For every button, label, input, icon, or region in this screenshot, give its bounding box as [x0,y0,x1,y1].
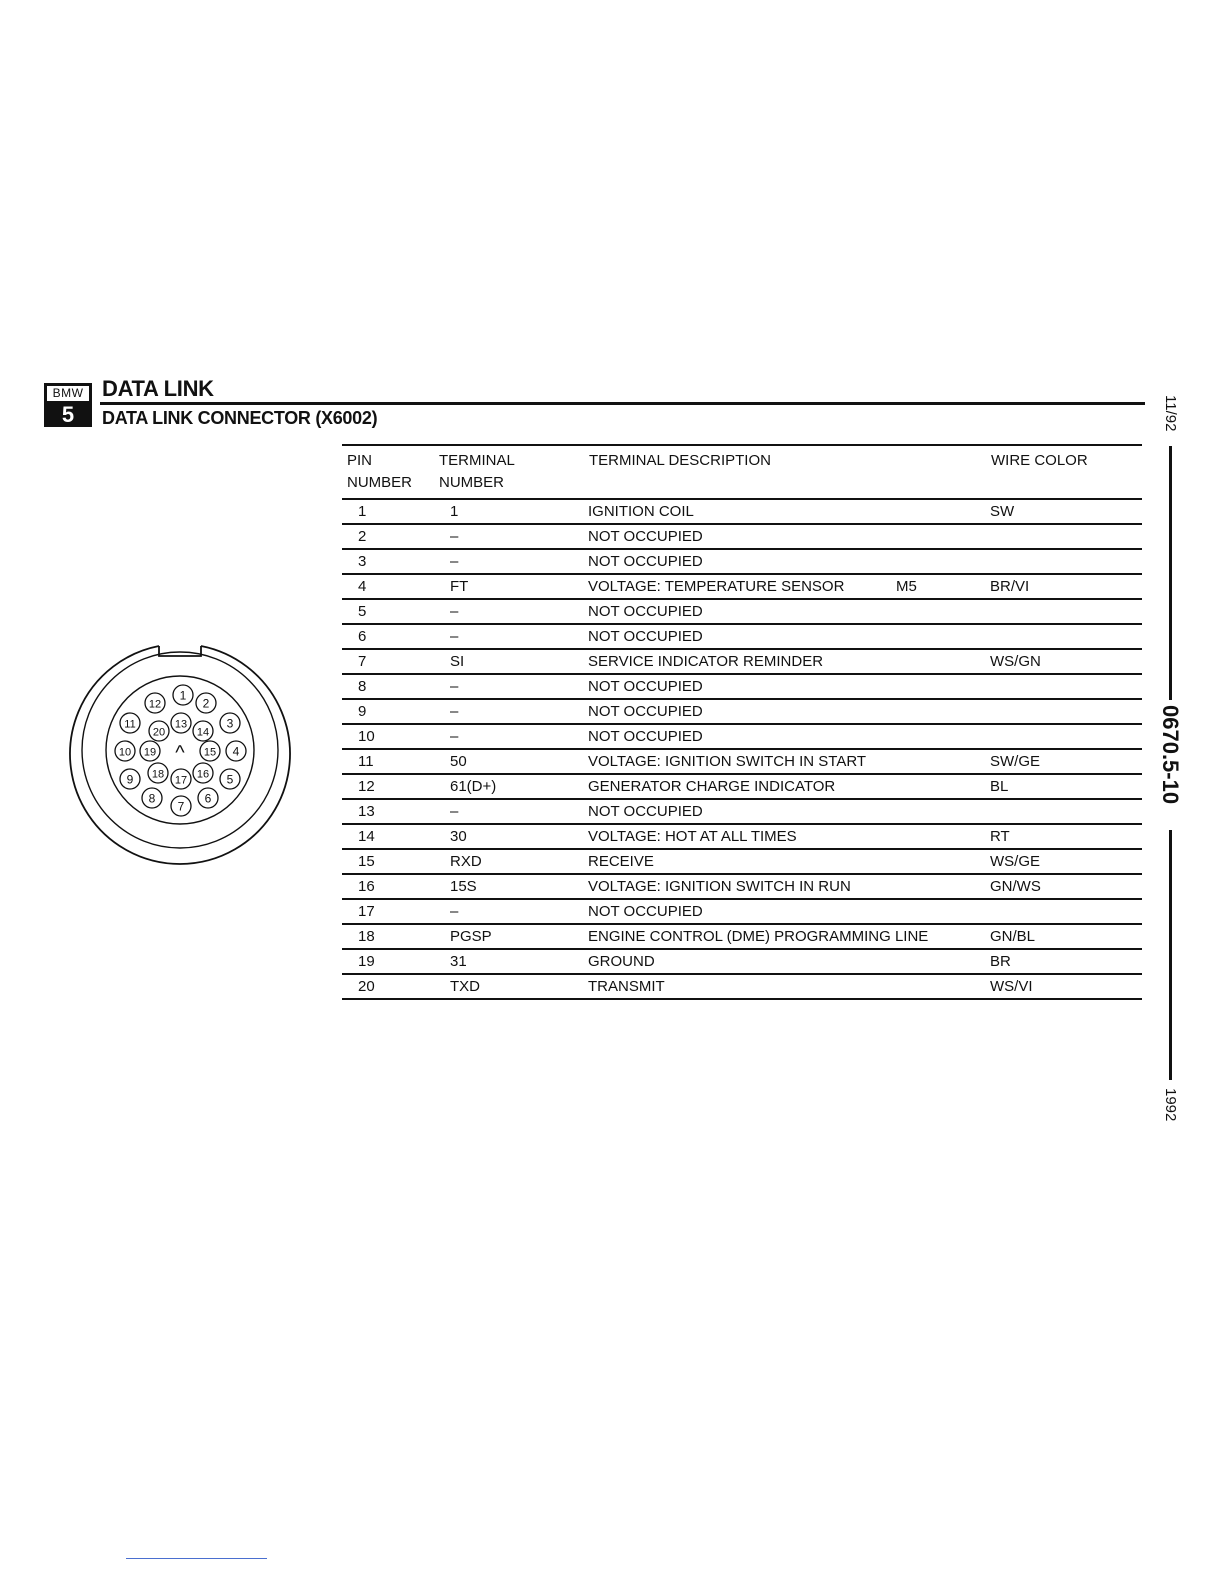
connector-pin-5 [220,769,240,789]
connector-pin-11 [120,713,140,733]
wire-color-cell [986,624,1142,649]
terminal-number-cell: – [450,628,459,645]
pin-number-cell: 17 [358,903,375,920]
connector-pin-3 [220,713,240,733]
connector-pin-16 [193,763,213,783]
wire-color-cell: GN/WS [990,878,1041,895]
pin-number-cell: 20 [358,978,375,995]
wire-color-cell: SW [990,503,1015,520]
connector-pin-7 [171,796,191,816]
connector-pin-9 [120,769,140,789]
model-note-cell: M5 [896,578,917,595]
connector-pin-label: 6 [204,791,212,806]
table-row [342,824,1142,849]
terminal-number-cell: 50 [450,753,467,770]
terminal-number-cell: 15S [450,878,477,895]
table-row [342,874,1142,899]
connector-pin-label: 14 [196,726,210,739]
header-wire-color: WIRE COLOR [991,452,1088,469]
terminal-description-cell: VOLTAGE: TEMPERATURE SENSOR [588,578,845,595]
pin-number-cell: 18 [358,928,375,945]
terminal-number-cell: 61(D+) [450,778,497,795]
terminal-number-cell: TXD [450,978,480,995]
header-pin-line1: PIN [347,452,373,469]
table-row [342,499,1142,524]
terminal-number-cell: – [450,553,459,570]
pin-number-cell: 10 [358,728,375,745]
terminal-description-cell: ENGINE CONTROL (DME) PROGRAMMING LINE [588,928,929,945]
wire-color-cell [986,899,1142,924]
table-row [342,699,1142,724]
side-divider-upper [1169,446,1172,700]
table-row [342,774,1142,799]
table-row [342,799,1142,824]
page-subtitle: DATA LINK CONNECTOR (X6002) [102,408,378,428]
terminal-description-cell: SERVICE INDICATOR REMINDER [588,653,824,670]
side-document-code: 0670.5-10 [1158,705,1183,805]
header-pin-line2: NUMBER [347,474,413,491]
terminal-description-cell: NOT OCCUPIED [588,603,703,620]
connector-pin-2 [196,693,216,713]
pin-number-cell: 8 [358,678,367,695]
header-pin-number [342,445,434,499]
wire-color-cell [986,524,1142,549]
table-row [342,674,1142,699]
header-terminal-number [434,445,584,499]
connector-pin-10 [115,741,135,761]
connector-pin-label: 19 [143,746,157,759]
model-note-cell [896,874,986,899]
model-note-cell [896,699,986,724]
model-note-cell [896,974,986,999]
connector-pin-label: 1 [179,688,187,703]
wire-color-cell [986,699,1142,724]
model-note-cell [896,649,986,674]
model-note-cell [896,799,986,824]
table-row [342,899,1142,924]
terminal-description-cell: VOLTAGE: IGNITION SWITCH IN START [588,753,867,770]
section-title: DATA LINK [102,376,214,401]
connector-pin-6 [198,788,218,808]
model-note-cell [896,849,986,874]
wire-color-cell: WS/VI [990,978,1033,995]
terminal-description-cell: GENERATOR CHARGE INDICATOR [588,778,836,795]
terminal-description-cell: RECEIVE [588,853,654,870]
terminal-number-cell: RXD [450,853,482,870]
wire-color-cell [986,599,1142,624]
wire-color-cell: BL [990,778,1009,795]
table-row [342,524,1142,549]
connector-pin-17 [171,769,191,789]
terminal-number-cell: – [450,803,459,820]
connector-pin-label: 8 [148,791,156,806]
wire-color-cell [986,674,1142,699]
model-note-cell [896,899,986,924]
connector-pin-label: 15 [203,746,217,759]
table-row [342,849,1142,874]
terminal-description-cell: NOT OCCUPIED [588,703,703,720]
side-date: 11/92 [1162,395,1179,432]
connector-pin-label: 17 [174,774,188,787]
terminal-description-cell: IGNITION COIL [588,503,694,520]
bmw-5-logo [44,383,92,427]
table-row [342,974,1142,999]
table-row [342,574,1142,599]
model-note-cell [896,499,986,524]
terminal-description-cell: NOT OCCUPIED [588,553,703,570]
connector-pin-label: 20 [152,726,166,739]
pin-number-cell: 3 [358,553,367,570]
terminal-number-cell: – [450,728,459,745]
wire-color-cell [986,799,1142,824]
side-divider-lower [1169,830,1172,1080]
pin-number-cell: 5 [358,603,367,620]
terminal-number-cell: – [450,528,459,545]
pin-number-cell: 15 [358,853,375,870]
model-note-cell [896,599,986,624]
logo-brand: BMW [47,386,89,403]
connector-pin-label: 13 [174,718,188,731]
pin-number-cell: 7 [358,653,367,670]
connector-pin-label: 5 [226,772,234,787]
logo-series: 5 [47,403,89,427]
terminal-description-cell: NOT OCCUPIED [588,903,703,920]
model-note-cell [896,774,986,799]
pin-number-cell: 6 [358,628,367,645]
wire-color-cell: BR/VI [990,578,1030,595]
connector-pin-15 [200,741,220,761]
header-terminal-line1: TERMINAL [439,452,515,469]
terminal-number-cell: – [450,703,459,720]
pin-number-cell: 13 [358,803,375,820]
terminal-number-cell: – [450,603,459,620]
connector-pin-13 [171,713,191,733]
terminal-number-cell: – [450,903,459,920]
connector-pin-8 [142,788,162,808]
pin-number-cell: 11 [358,753,374,770]
pin-number-cell: 12 [358,778,375,795]
table-row [342,749,1142,774]
connector-diagram [60,630,300,870]
model-note-cell [896,524,986,549]
pin-number-cell: 14 [358,828,375,845]
terminal-number-cell: – [450,678,459,695]
terminal-description-cell: VOLTAGE: IGNITION SWITCH IN RUN [588,878,851,895]
table-row [342,924,1142,949]
table-row [342,949,1142,974]
connector-pin-14 [193,721,213,741]
terminal-description-cell: VOLTAGE: HOT AT ALL TIMES [588,828,797,845]
connector-pin-18 [148,763,168,783]
terminal-description-cell: NOT OCCUPIED [588,803,703,820]
header-divider [100,402,1145,405]
connector-pin-4 [226,741,246,761]
connector-pin-label: 4 [232,744,240,759]
wire-color-cell: RT [990,828,1010,845]
terminal-number-cell: PGSP [450,928,492,945]
connector-pin-label: 16 [196,768,210,781]
connector-pin-label: 2 [202,696,210,711]
model-note-cell [896,824,986,849]
connector-pin-12 [145,693,165,713]
terminal-number-cell: 31 [450,953,467,970]
wire-color-cell: BR [990,953,1011,970]
wire-color-cell [986,724,1142,749]
wire-color-cell: GN/BL [990,928,1036,945]
terminal-number-cell: FT [450,578,469,595]
terminal-description-cell: NOT OCCUPIED [588,528,703,545]
terminal-number-cell: SI [450,653,465,670]
header-terminal-description: TERMINAL DESCRIPTION [589,452,771,469]
header-terminal-line2: NUMBER [439,474,505,491]
side-year: 1992 [1162,1088,1179,1122]
connector-pin-label: 9 [126,772,134,787]
model-note-cell [896,674,986,699]
connector-pin-19 [140,741,160,761]
pin-number-cell: 19 [358,953,375,970]
connector-pin-20 [149,721,169,741]
connector-pin-label: 18 [151,768,165,781]
wire-color-cell [986,549,1142,574]
pin-table-container [342,444,1142,1000]
pin-number-cell: 1 [358,503,367,520]
terminal-description-cell: GROUND [588,953,655,970]
pin-number-cell: 4 [358,578,367,595]
wire-color-cell: WS/GE [990,853,1041,870]
table-row [342,624,1142,649]
model-note-cell [896,624,986,649]
connector-pin-1 [173,685,193,705]
connector-key-symbol: ^ [175,742,185,764]
model-note-cell [896,549,986,574]
model-note-cell [896,949,986,974]
table-header-row [342,445,1142,499]
terminal-description-cell: NOT OCCUPIED [588,728,703,745]
connector-pin-label: 12 [148,698,162,711]
footer-rule [126,1558,267,1559]
wire-color-cell: SW/GE [990,753,1041,770]
terminal-description-cell: NOT OCCUPIED [588,628,703,645]
header-note [896,445,986,499]
terminal-number-cell: 30 [450,828,467,845]
terminal-description-cell: NOT OCCUPIED [588,678,703,695]
pin-number-cell: 2 [358,528,367,545]
pin-number-cell: 16 [358,878,375,895]
pin-table [342,444,1142,1000]
model-note-cell [896,749,986,774]
table-row [342,549,1142,574]
table-row [342,649,1142,674]
terminal-description-cell: TRANSMIT [588,978,665,995]
model-note-cell [896,724,986,749]
connector-pin-label: 7 [177,799,185,814]
wire-color-cell: WS/GN [990,653,1041,670]
table-row [342,724,1142,749]
connector-pin-label: 11 [124,718,136,731]
connector-pin-label: 10 [118,746,132,759]
pin-number-cell: 9 [358,703,367,720]
terminal-number-cell: 1 [450,503,459,520]
table-row [342,599,1142,624]
connector-pin-label: 3 [226,716,234,731]
